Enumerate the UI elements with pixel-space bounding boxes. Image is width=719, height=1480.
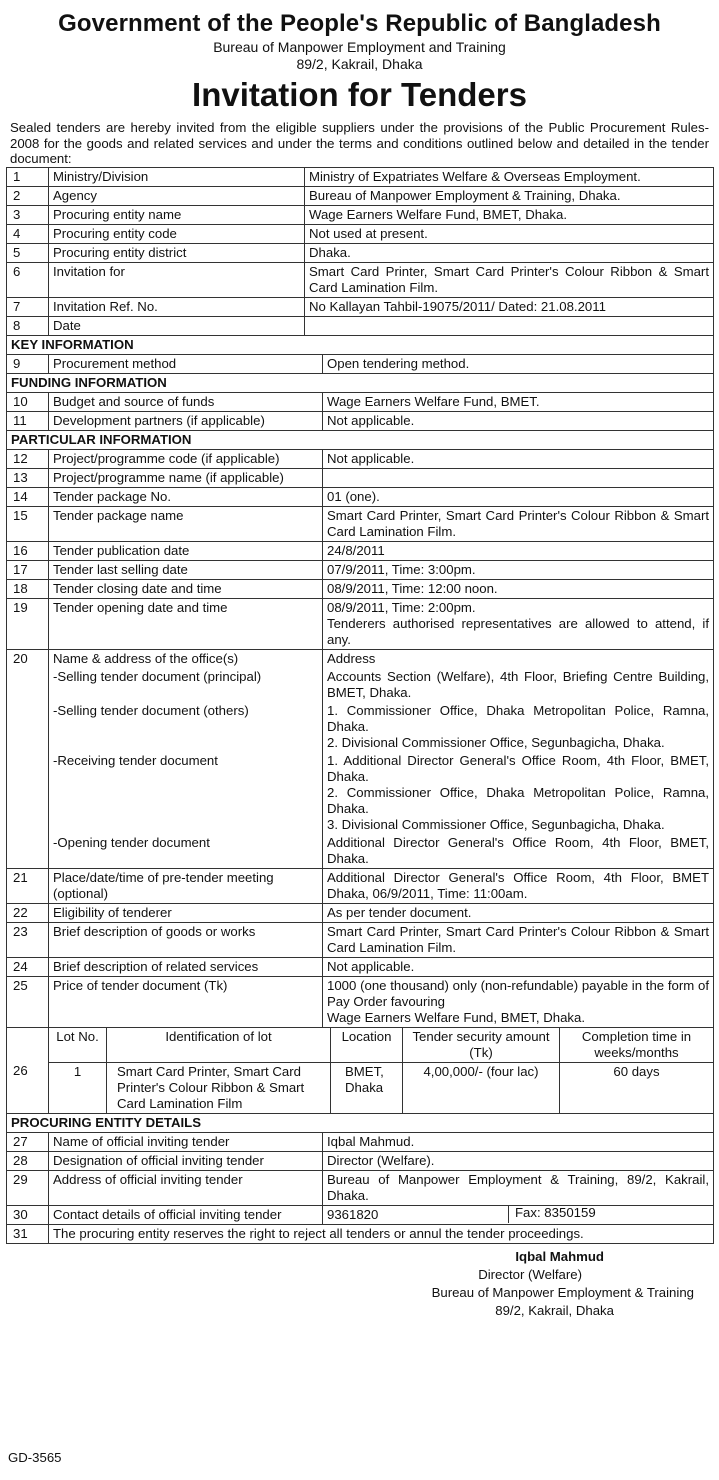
- price-text: 1000 (one thousand) only (non-refundable) payable in the form of Pay Order favouring: [327, 977, 710, 1009]
- row-number: 14: [7, 487, 49, 506]
- row-label: Invitation Ref. No.: [49, 297, 305, 316]
- signatory-address: 89/2, Kakrail, Dhaka: [495, 1302, 614, 1318]
- row-label: Date: [49, 316, 305, 335]
- row-label: Tender opening date and time: [49, 598, 323, 649]
- office-label: -Selling tender document (others): [49, 702, 323, 752]
- row-value: [323, 468, 714, 487]
- row-label: Procurement method: [49, 354, 323, 373]
- row-label: Tender last selling date: [49, 560, 323, 579]
- table-row: [7, 449, 714, 468]
- office-address: [323, 668, 714, 702]
- row-number: 21: [7, 868, 49, 903]
- row-number: 15: [7, 506, 49, 541]
- row-value: 24/8/2011: [323, 541, 714, 560]
- table-row: [7, 1170, 714, 1205]
- row-value: Additional Director General's Office Room, 4th Floor, BMET Dhaka, 06/9/2011, Time: 11:00am.: [323, 868, 714, 903]
- row-label: Price of tender document (Tk): [49, 976, 323, 1027]
- phone-number: 9361820: [327, 1206, 379, 1222]
- row-value: Wage Earners Welfare Fund, BMET.: [323, 392, 714, 411]
- row-label: Development partners (if applicable): [49, 411, 323, 430]
- completion-header: Completion time in weeks/months: [560, 1027, 714, 1062]
- row-label: Procuring entity code: [49, 224, 305, 243]
- table-row: [7, 1151, 714, 1170]
- row-label: Project/programme name (if applicable): [49, 468, 323, 487]
- row-number: 3: [7, 205, 49, 224]
- intro-paragraph: Sealed tenders are hereby invited from the eligible suppliers under the provisions of the Public Procurement Rules-2008 for the goods and related services and under the terms and conditions outlined below and detailed in the tender document:: [10, 120, 709, 167]
- lot-security: 4,00,000/- (four lac): [403, 1062, 560, 1113]
- section-row: [7, 1113, 714, 1132]
- row-number-blank: [7, 668, 49, 702]
- row-number: 10: [7, 392, 49, 411]
- row-label: Place/date/time of pre-tender meeting (optional): [49, 868, 323, 903]
- row-label: Name of official inviting tender: [49, 1132, 323, 1151]
- row-label: Brief description of goods or works: [49, 922, 323, 957]
- row-number: 12: [7, 449, 49, 468]
- row-number: 8: [7, 316, 49, 335]
- row-number: 24: [7, 957, 49, 976]
- section-heading: FUNDING INFORMATION: [7, 373, 714, 392]
- table-row: [7, 354, 714, 373]
- row-number: 2: [7, 186, 49, 205]
- row-value: Address: [323, 649, 714, 668]
- table-row: [7, 262, 714, 297]
- row-number: 18: [7, 579, 49, 598]
- section-heading: PROCURING ENTITY DETAILS: [7, 1113, 714, 1132]
- table-row: [7, 598, 714, 649]
- row-value: Iqbal Mahmud.: [323, 1132, 714, 1151]
- table-row: [7, 297, 714, 316]
- row-label: Eligibility of tenderer: [49, 903, 323, 922]
- contact-details: [323, 1205, 714, 1224]
- office-address: [323, 752, 714, 834]
- row-value: As per tender document.: [323, 903, 714, 922]
- bureau-address: 89/2, Kakrail, Dhaka: [296, 56, 423, 72]
- procuring-table: [6, 1113, 714, 1244]
- row-number-blank: [7, 834, 49, 869]
- row-value: [305, 316, 714, 335]
- row-value: Wage Earners Welfare Fund, BMET, Dhaka.: [305, 205, 714, 224]
- table-row: [7, 903, 714, 922]
- table-row: [7, 560, 714, 579]
- row-label: Tender package No.: [49, 487, 323, 506]
- section-row: [7, 335, 714, 354]
- identification-header: Identification of lot: [107, 1027, 331, 1062]
- office-label: -Receiving tender document: [49, 752, 323, 834]
- row-number: 25: [7, 976, 49, 1027]
- signature-block: [6, 1248, 694, 1320]
- table-row: [7, 649, 714, 668]
- row-value: [323, 976, 714, 1027]
- table-row: [7, 1205, 714, 1224]
- row-number: 13: [7, 468, 49, 487]
- row-number: 30: [7, 1205, 49, 1224]
- row-number: 23: [7, 922, 49, 957]
- row-number: 17: [7, 560, 49, 579]
- office-subrow: [7, 668, 714, 702]
- security-header: Tender security amount (Tk): [403, 1027, 560, 1062]
- reservation-text: The procuring entity reserves the right to reject all tenders or annul the tender proceedings.: [49, 1224, 714, 1243]
- office-label: -Selling tender document (principal): [49, 668, 323, 702]
- office-subrow: [7, 702, 714, 752]
- table-row: [7, 205, 714, 224]
- table-row: [7, 316, 714, 335]
- row-number: 11: [7, 411, 49, 430]
- table-row: [7, 186, 714, 205]
- row-value: Bureau of Manpower Employment & Training, 89/2, Kakrail, Dhaka.: [323, 1170, 714, 1205]
- office-address: [323, 702, 714, 752]
- fax-number: Fax: 8350159: [508, 1205, 596, 1223]
- row-value: Not applicable.: [323, 411, 714, 430]
- section-row: [7, 373, 714, 392]
- section-row: [7, 430, 714, 449]
- address-line: 1. Additional Director General's Office Room, 4th Floor, BMET, Dhaka.: [327, 752, 710, 784]
- row-label: Address of official inviting tender: [49, 1170, 323, 1205]
- row-number-blank: [7, 702, 49, 752]
- row-number: 5: [7, 243, 49, 262]
- table-row: [7, 468, 714, 487]
- address-line: 3. Divisional Commissioner Office, Segunbagicha, Dhaka.: [327, 816, 665, 832]
- table-row: [7, 224, 714, 243]
- row-value: Smart Card Printer, Smart Card Printer's Colour Ribbon & Smart Card Lamination Film.: [305, 262, 714, 297]
- row-value: Not used at present.: [305, 224, 714, 243]
- address-line: 1. Commissioner Office, Dhaka Metropolitan Police, Ramna, Dhaka.: [327, 702, 710, 734]
- row-value: Open tendering method.: [323, 354, 714, 373]
- row-number: 28: [7, 1151, 49, 1170]
- table-row: [7, 167, 714, 186]
- details-table: [6, 335, 714, 1028]
- signatory-name: Iqbal Mahmud: [515, 1248, 604, 1264]
- row-value: Ministry of Expatriates Welfare & Overseas Employment.: [305, 167, 714, 186]
- row-label: Project/programme code (if applicable): [49, 449, 323, 468]
- row-value: Smart Card Printer, Smart Card Printer's Colour Ribbon & Smart Card Lamination Film.: [323, 506, 714, 541]
- row-number: 31: [7, 1224, 49, 1243]
- tender-notice: [6, 0, 713, 1320]
- row-value: Not applicable.: [323, 957, 714, 976]
- address-line: 2. Divisional Commissioner Office, Segunbagicha, Dhaka.: [327, 734, 665, 750]
- signatory-organization: Bureau of Manpower Employment & Training: [431, 1284, 694, 1300]
- row-number: 19: [7, 598, 49, 649]
- row-value: Not applicable.: [323, 449, 714, 468]
- lot-table-header: [7, 1027, 714, 1062]
- notice-title: Invitation for Tenders: [192, 76, 527, 113]
- row-label: Agency: [49, 186, 305, 205]
- row-number: 4: [7, 224, 49, 243]
- lot-completion: 60 days: [560, 1062, 714, 1113]
- table-row: [7, 506, 714, 541]
- lot-location: BMET, Dhaka: [331, 1062, 403, 1113]
- table-row: [7, 487, 714, 506]
- table-row: [7, 411, 714, 430]
- signatory-designation: Director (Welfare): [478, 1266, 582, 1282]
- office-subrow: [7, 752, 714, 834]
- row-number-blank: [7, 752, 49, 834]
- row-value: 01 (one).: [323, 487, 714, 506]
- row-label: Brief description of related services: [49, 957, 323, 976]
- row-label: Contact details of official inviting tender: [49, 1205, 323, 1224]
- table-row: [7, 976, 714, 1027]
- row-label: Budget and source of funds: [49, 392, 323, 411]
- row-label: Invitation for: [49, 262, 305, 297]
- lot-no-header: Lot No.: [49, 1027, 107, 1062]
- price-payee: Wage Earners Welfare Fund, BMET, Dhaka.: [327, 1009, 585, 1025]
- row-number: 16: [7, 541, 49, 560]
- office-address: [323, 834, 714, 869]
- lot-number: 1: [49, 1062, 107, 1113]
- office-subrow: [7, 834, 714, 869]
- table-row: [7, 957, 714, 976]
- row-value: Smart Card Printer, Smart Card Printer's Colour Ribbon & Smart Card Lamination Film.: [323, 922, 714, 957]
- lot-table: [6, 1027, 714, 1114]
- address-line: 2. Commissioner Office, Dhaka Metropolitan Police, Ramna, Dhaka.: [327, 784, 710, 816]
- row-number: 29: [7, 1170, 49, 1205]
- government-title: Government of the People's Republic of Bangladesh: [58, 10, 661, 37]
- address-line: Additional Director General's Office Room, 4th Floor, BMET, Dhaka.: [327, 834, 710, 866]
- row-value: No Kallayan Tahbil-19075/2011/ Dated: 21.08.2011: [305, 297, 714, 316]
- bureau-name: Bureau of Manpower Employment and Training: [213, 39, 506, 55]
- row-number: 22: [7, 903, 49, 922]
- opening-time: 08/9/2011, Time: 2:00pm.: [327, 599, 476, 615]
- row-number: 6: [7, 262, 49, 297]
- row-value: Bureau of Manpower Employment & Training, Dhaka.: [305, 186, 714, 205]
- lot-identification: Smart Card Printer, Smart Card Printer's Colour Ribbon & Smart Card Lamination Film: [107, 1062, 331, 1113]
- table-row: [7, 392, 714, 411]
- row-number: 1: [7, 167, 49, 186]
- row-label: Tender package name: [49, 506, 323, 541]
- footer-code: GD-3565: [8, 1450, 62, 1465]
- row-number: 9: [7, 354, 49, 373]
- row-number: 20: [7, 649, 49, 668]
- office-label: -Opening tender document: [49, 834, 323, 869]
- section-heading: PARTICULAR INFORMATION: [7, 430, 714, 449]
- section-heading: KEY INFORMATION: [7, 335, 714, 354]
- row-value: [323, 598, 714, 649]
- row-number: 27: [7, 1132, 49, 1151]
- table-row: [7, 243, 714, 262]
- table-row: [7, 868, 714, 903]
- lot-row: [7, 1062, 714, 1113]
- row-value: 07/9/2011, Time: 3:00pm.: [323, 560, 714, 579]
- row-label: Tender closing date and time: [49, 579, 323, 598]
- table-row: [7, 922, 714, 957]
- table-row: [7, 579, 714, 598]
- location-header: Location: [331, 1027, 403, 1062]
- row-label: Tender publication date: [49, 541, 323, 560]
- table-row: [7, 1224, 714, 1243]
- table-row: [7, 1132, 714, 1151]
- row-value: Dhaka.: [305, 243, 714, 262]
- row-label: Designation of official inviting tender: [49, 1151, 323, 1170]
- table-row: [7, 541, 714, 560]
- notice-header: [6, 9, 713, 115]
- row-number: 26: [7, 1062, 49, 1113]
- address-line: Accounts Section (Welfare), 4th Floor, Briefing Centre Building, BMET, Dhaka.: [327, 668, 710, 700]
- row-value: 08/9/2011, Time: 12:00 noon.: [323, 579, 714, 598]
- opening-note: Tenderers authorised representatives are allowed to attend, if any.: [327, 615, 710, 647]
- row-value: Director (Welfare).: [323, 1151, 714, 1170]
- row-label: Procuring entity name: [49, 205, 305, 224]
- row-number: 7: [7, 297, 49, 316]
- general-info-table: [6, 167, 714, 336]
- row-label: Name & address of the office(s): [49, 649, 323, 668]
- row-label: Ministry/Division: [49, 167, 305, 186]
- row-label: Procuring entity district: [49, 243, 305, 262]
